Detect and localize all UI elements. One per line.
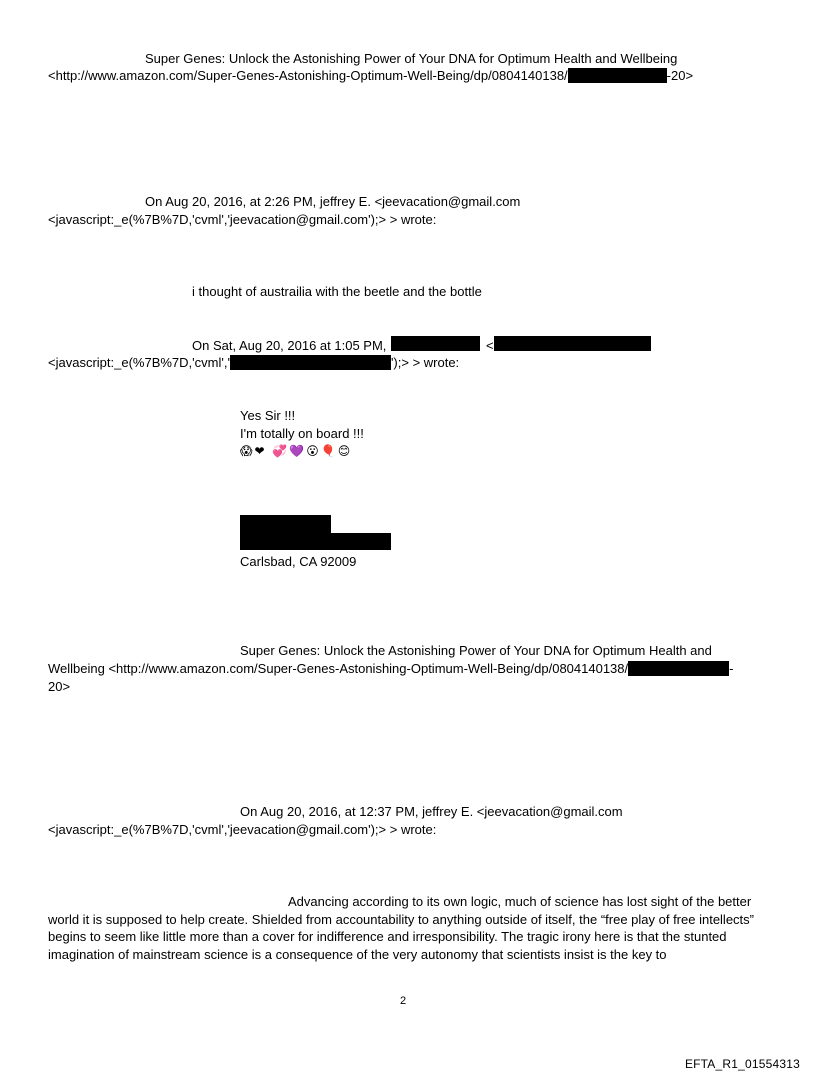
book-url-line xyxy=(48,67,693,84)
book-url-line xyxy=(48,660,733,677)
reply-header-js-prefix: <javascript:_e(%7B%7D,'cvml',' xyxy=(48,355,230,370)
quoted-paragraph-text: Advancing according to its own logic, much of science has lost sight of the better world it is supposed to help create. Shielded from accountability to anything outside of itself, the “free play of free intellects” begins to seem like little more than a cover for indifference and irresponsibility. The tragic irony here is that the stunted imagination of mainstream science is a consequence of the very autonomy that scientists insist is the key to xyxy=(48,894,754,962)
redaction-bar xyxy=(240,533,391,550)
book-url: Wellbeing <http://www.amazon.com/Super-Genes-Astonishing-Optimum-Well-Being/dp/0804140138/ xyxy=(48,661,629,676)
reply-header-javascript: <javascript:_e(%7B%7D,'cvml','jeevacation@gmail.com');> > wrote: xyxy=(48,822,437,837)
message-line: Yes Sir !!! xyxy=(240,408,296,423)
redaction-bar xyxy=(628,661,729,676)
reply-header-line xyxy=(192,337,386,354)
book-url: <http://www.amazon.com/Super-Genes-Astonishing-Optimum-Well-Being/dp/0804140138/ xyxy=(48,68,568,83)
reply-header-lt: < xyxy=(486,338,494,353)
redaction-bar xyxy=(568,68,667,83)
page-number: 2 xyxy=(400,995,407,1007)
book-url-suffix: - xyxy=(729,661,734,676)
book-url-end: 20> xyxy=(48,679,71,694)
book-title-line: Super Genes: Unlock the Astonishing Power of Your DNA for Optimum Health and xyxy=(240,643,712,658)
bates-number: EFTA_R1_01554313 xyxy=(684,1057,800,1071)
reply-header-line: On Aug 20, 2016, at 12:37 PM, jeffrey E. <jeevacation@gmail.com xyxy=(240,804,623,819)
redaction-bar xyxy=(391,336,480,351)
reply-header-js-suffix: ');> > wrote: xyxy=(390,355,460,370)
book-title-line: Super Genes: Unlock the Astonishing Power of Your DNA for Optimum Health and Wellbeing xyxy=(145,51,678,66)
quoted-paragraph xyxy=(48,893,770,963)
redaction-bar xyxy=(230,355,391,370)
book-url-suffix: -20> xyxy=(666,68,694,83)
redaction-bar xyxy=(240,515,331,533)
emoji-line: 😱❤ 💞💜😮🎈😊 xyxy=(240,444,353,458)
redaction-bar xyxy=(494,336,651,351)
reply-header-javascript xyxy=(48,354,459,371)
message-line: I'm totally on board !!! xyxy=(240,426,364,441)
message-text: i thought of austrailia with the beetle and the bottle xyxy=(192,284,482,299)
reply-header-line: On Aug 20, 2016, at 2:26 PM, jeffrey E. <jeevacation@gmail.com xyxy=(145,194,521,209)
reply-header-javascript: <javascript:_e(%7B%7D,'cvml','jeevacation@gmail.com');> > wrote: xyxy=(48,212,437,227)
reply-header-prefix: On Sat, Aug 20, 2016 at 1:05 PM, xyxy=(192,338,387,353)
signature-city: Carlsbad, CA 92009 xyxy=(240,554,357,569)
